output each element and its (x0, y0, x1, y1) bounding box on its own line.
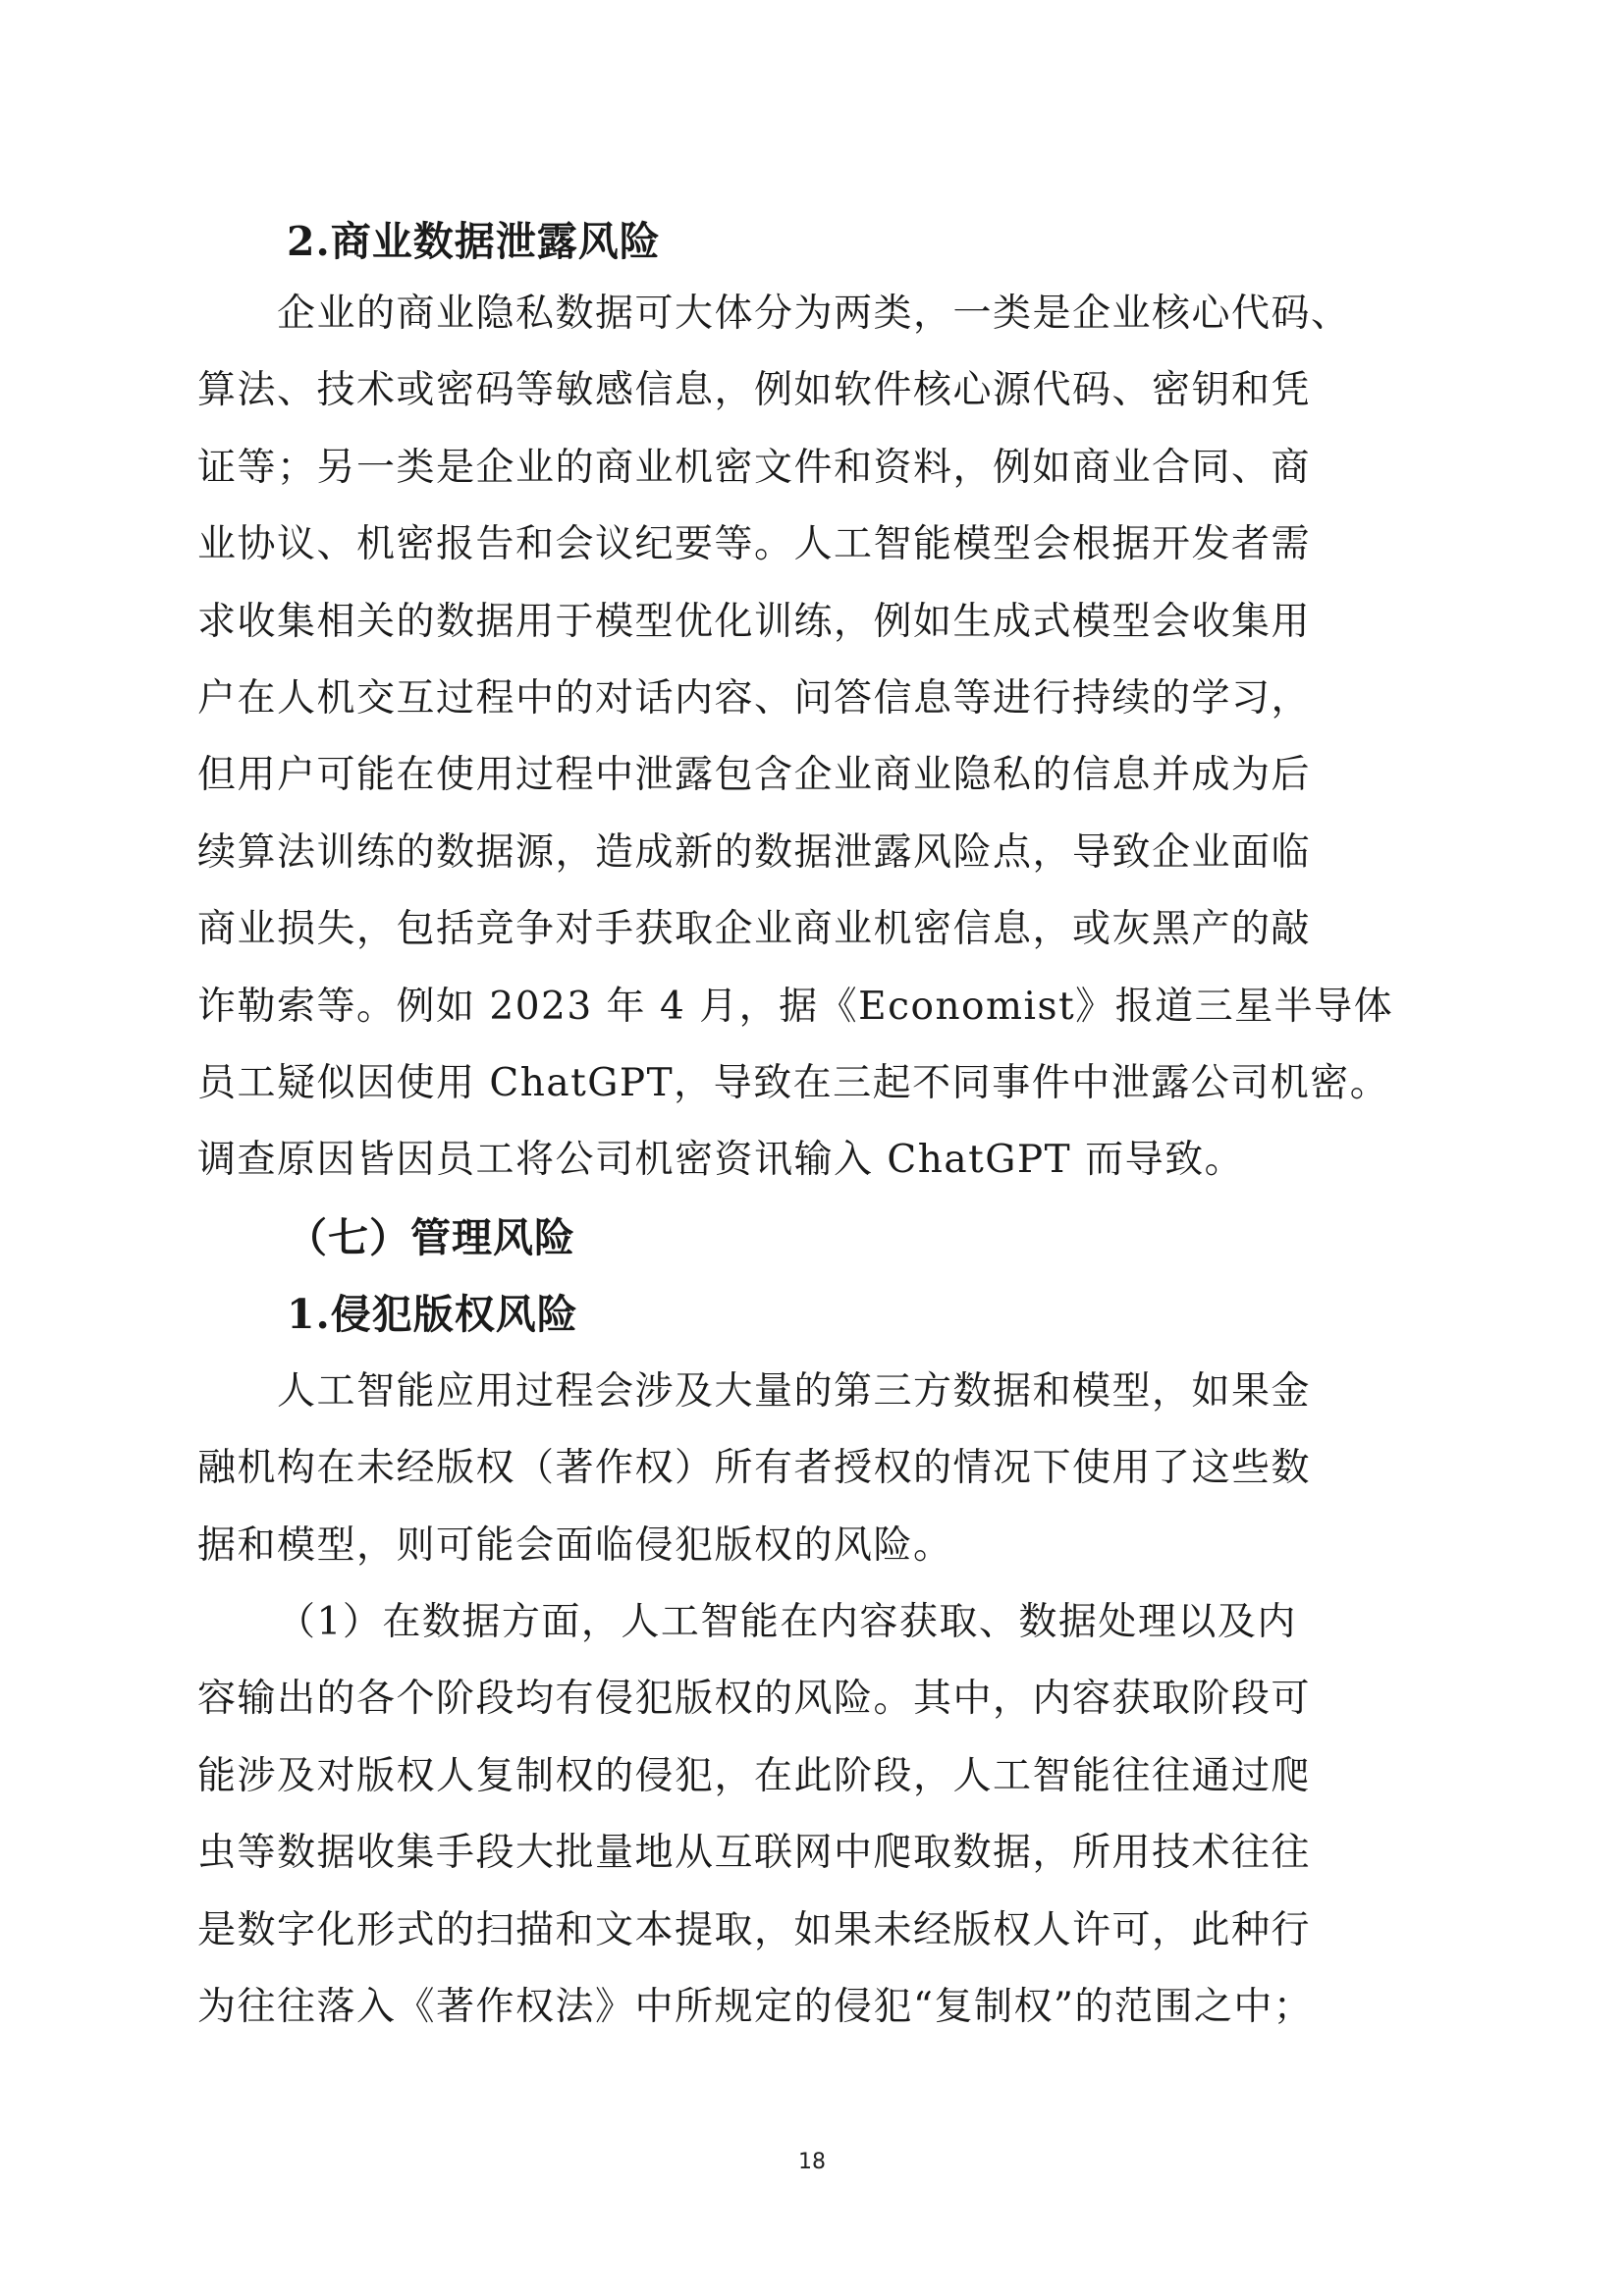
paragraph-line: 证等；另一类是企业的商业机密文件和资料，例如商业合同、商 (197, 446, 1312, 490)
paragraph-line: 但用户可能在使用过程中泄露包含企业商业隐私的信息并成为后 (197, 753, 1312, 797)
section-heading-copyright-risk: 1.侵犯版权风险 (287, 1291, 578, 1338)
section-heading-management-risk: （七）管理风险 (287, 1214, 575, 1261)
paragraph-line: 商业损失，包括竞争对手获取企业商业机密信息，或灰黑产的敲 (197, 907, 1312, 951)
paragraph-line: 员工疑似因使用 ChatGPT，导致在三起不同事件中泄露公司机密。 (197, 1061, 1390, 1105)
paragraph-line: 虫等数据收集手段大批量地从互联网中爬取数据，所用技术往往 (197, 1831, 1312, 1875)
paragraph-line: 能涉及对版权人复制权的侵犯，在此阶段，人工智能往往通过爬 (197, 1754, 1312, 1798)
section-heading-commercial-data-leak: 2.商业数据泄露风险 (287, 218, 661, 265)
paragraph-line: 业协议、机密报告和会议纪要等。人工智能模型会根据开发者需 (197, 522, 1312, 566)
paragraph-line: 容输出的各个阶段均有侵犯版权的风险。其中，内容获取阶段可 (197, 1677, 1312, 1721)
paragraph-line: 人工智能应用过程会涉及大量的第三方数据和模型，如果金 (277, 1369, 1312, 1414)
paragraph-line: 为往往落入《著作权法》中所规定的侵犯“复制权”的范围之中； (197, 1985, 1314, 2029)
paragraph-line: 融机构在未经版权（著作权）所有者授权的情况下使用了这些数 (197, 1446, 1312, 1490)
paragraph-line: 是数字化形式的扫描和文本提取，如果未经版权人许可，此种行 (197, 1908, 1312, 1952)
page-number: 18 (798, 2150, 826, 2174)
paragraph-line: 调查原因皆因员工将公司机密资讯输入 ChatGPT 而导致。 (197, 1138, 1245, 1182)
paragraph-line: 续算法训练的数据源，造成新的数据泄露风险点，导致企业面临 (197, 830, 1312, 875)
paragraph-line: 求收集相关的数据用于模型优化训练，例如生成式模型会收集用 (197, 600, 1312, 644)
paragraph-line: 算法、技术或密码等敏感信息，例如软件核心源代码、密钥和凭 (197, 368, 1312, 412)
paragraph-line: 企业的商业隐私数据可大体分为两类，一类是企业核心代码、 (277, 292, 1351, 336)
paragraph-line: （1）在数据方面，人工智能在内容获取、数据处理以及内 (277, 1600, 1297, 1644)
paragraph-line: 诈勒索等。例如 2023 年 4 月，据《Economist》报道三星半导体 (197, 985, 1394, 1029)
paragraph-line: 据和模型，则可能会面临侵犯版权的风险。 (197, 1523, 953, 1568)
paragraph-line: 户在人机交互过程中的对话内容、问答信息等进行持续的学习， (197, 676, 1312, 721)
